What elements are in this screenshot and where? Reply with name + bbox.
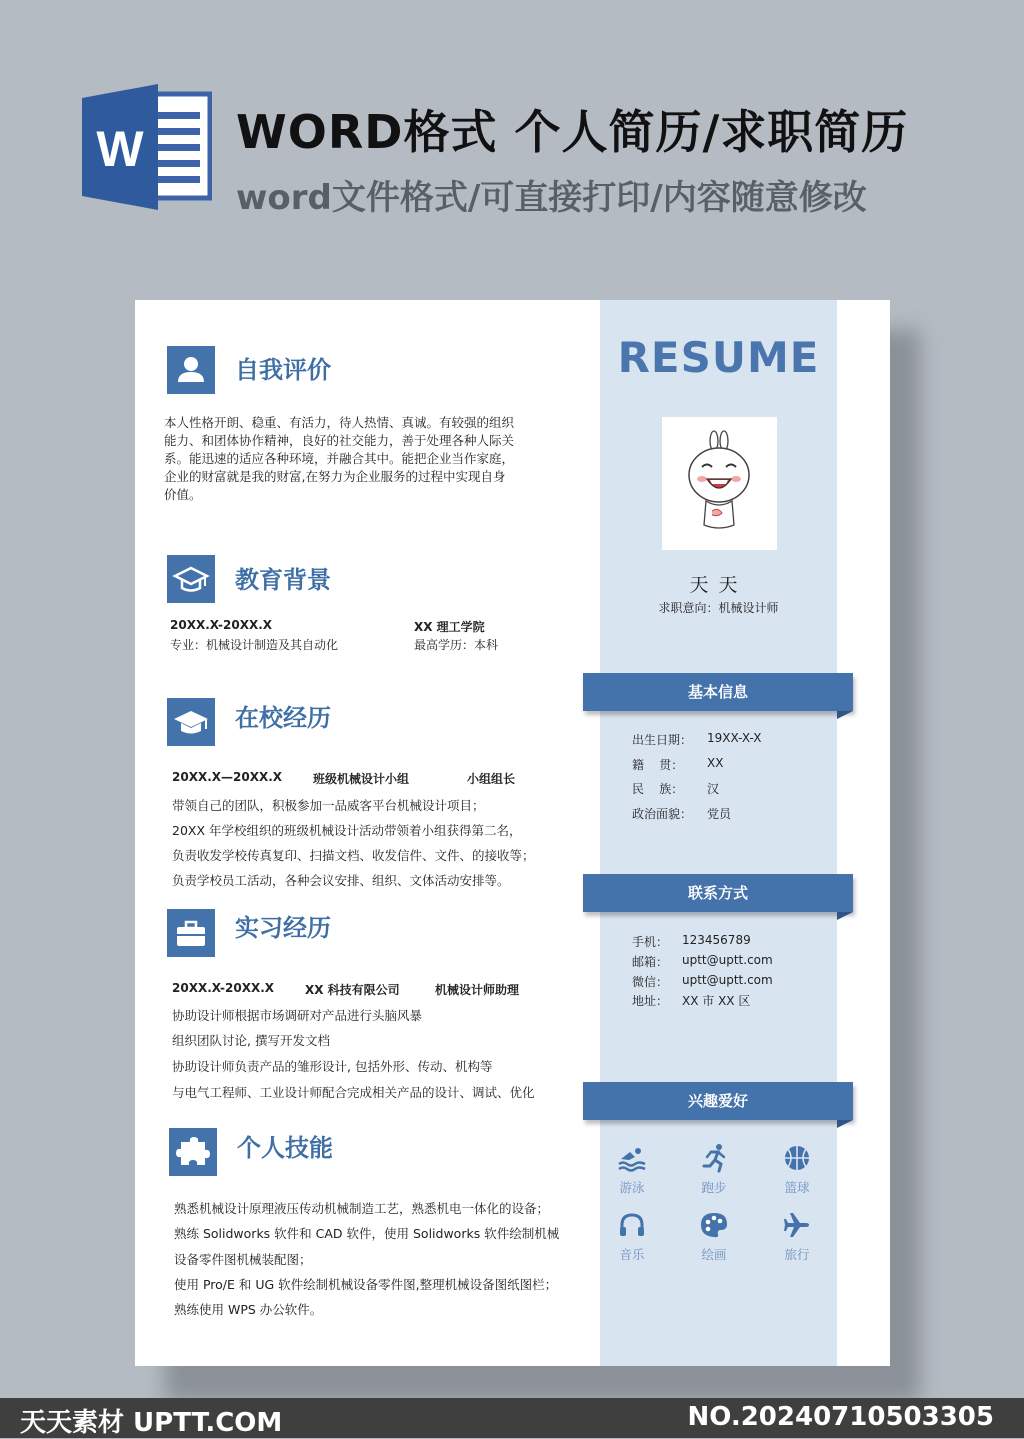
internship-line: 协助设计师根据市场调研对产品进行头脑风暴	[172, 1008, 423, 1023]
education-school: XX 理工学院	[414, 620, 485, 634]
skills-line: 熟练使用 WPS 办公软件。	[174, 1302, 323, 1317]
word-logo-letter: W	[96, 121, 144, 177]
graduation-cap-icon	[167, 698, 215, 746]
section-title-internship: 实习经历	[235, 914, 331, 942]
self-eval-line: 能力、和团体协作精神，良好的社交能力，善于处理各种人际关	[164, 433, 515, 448]
hobby-swimming	[602, 1142, 662, 1196]
campus-period: 20XX.X—20XX.X	[172, 770, 283, 784]
hobby-basketball	[767, 1142, 827, 1196]
graduation-cap-icon	[167, 555, 215, 603]
briefcase-icon	[167, 909, 215, 957]
campus-line: 带领自己的团队，积极参加一品威客平台机械设计项目；	[172, 798, 485, 813]
person-icon	[167, 346, 215, 394]
contact-label: 邮箱：	[632, 955, 669, 969]
campus-role: 小组组长	[467, 772, 516, 786]
self-eval-line: 价值。	[164, 487, 202, 502]
internship-line: 与电气工程师、工业设计师配合完成相关产品的设计、调试、优化	[172, 1085, 535, 1100]
campus-line: 负责学校员工活动，各种会议安排、组织、文体活动安排等。	[172, 873, 510, 888]
hobby-label: 篮球	[784, 1180, 810, 1195]
swimming-icon	[616, 1142, 648, 1174]
skills-line: 设备零件图机械装配图；	[174, 1252, 312, 1267]
airplane-icon	[781, 1209, 813, 1241]
info-label: 民 族：	[632, 782, 684, 796]
info-value: XX	[707, 756, 724, 770]
info-value: 党员	[707, 807, 732, 821]
section-title-education: 教育背景	[235, 566, 331, 594]
campus-org: 班级机械设计小组	[313, 772, 410, 786]
hobby-painting	[684, 1209, 744, 1263]
education-degree: 最高学历：本科	[414, 638, 499, 652]
puzzle-icon	[169, 1128, 217, 1176]
hobby-label: 游泳	[619, 1180, 645, 1195]
info-label: 出生日期：	[632, 733, 693, 747]
contact-wechat: uptt@uptt.com	[682, 973, 773, 987]
internship-period: 20XX.X-20XX.X	[172, 981, 275, 995]
self-eval-line: 系。能迅速的适应各种环境，并融合其中。能把企业当作家庭，	[164, 451, 515, 466]
internship-role: 机械设计师助理	[435, 983, 520, 997]
section-title-self-eval: 自我评价	[235, 356, 331, 384]
ribbon-contact: 联系方式	[583, 874, 853, 912]
palette-icon	[698, 1209, 730, 1241]
footer-watermark: 天天素材 UPTT.COM	[20, 1408, 283, 1438]
education-major: 专业：机械设计制造及其自动化	[170, 638, 339, 652]
contact-address: XX 市 XX 区	[682, 994, 751, 1008]
contact-email: uptt@uptt.com	[682, 953, 773, 967]
campus-line: 负责收发学校传真复印、扫描文档、收发信件、文件、的接收等；	[172, 848, 535, 863]
hobby-label: 旅行	[784, 1247, 810, 1262]
hobby-label: 绘画	[701, 1247, 727, 1262]
hobby-running	[684, 1142, 744, 1196]
campus-line: 20XX 年学校组织的班级机械设计活动带领着小组获得第二名，	[172, 823, 522, 838]
hobby-music	[602, 1209, 662, 1263]
contact-label: 地址：	[632, 994, 669, 1008]
header-subtitle: word文件格式/可直接打印/内容随意修改	[236, 178, 867, 218]
avatar	[662, 417, 777, 550]
section-title-campus: 在校经历	[235, 704, 331, 732]
info-value: 19XX-X-X	[707, 731, 762, 745]
skills-line: 熟悉机械设计原理液压传动机械制造工艺，熟悉机电一体化的设备；	[174, 1201, 550, 1216]
candidate-name: 天天	[689, 574, 748, 596]
info-label: 政治面貌：	[632, 807, 693, 821]
hobby-travel	[767, 1209, 827, 1263]
hobby-label: 音乐	[619, 1247, 645, 1262]
ribbon-hobbies: 兴趣爱好	[583, 1082, 853, 1120]
info-value: 汉	[707, 782, 720, 796]
section-title-skills: 个人技能	[237, 1134, 333, 1162]
word-logo-icon	[82, 84, 212, 210]
job-intent: 求职意向：机械设计师	[658, 601, 779, 615]
hobby-label: 跑步	[701, 1180, 727, 1195]
info-label: 籍 贯：	[632, 758, 684, 772]
ribbon-basic-info: 基本信息	[583, 673, 853, 711]
contact-phone: 123456789	[682, 933, 751, 947]
self-eval-line: 企业的财富就是我的财富,在努力为企业服务的过程中实现自身	[164, 469, 506, 484]
headphones-icon	[616, 1209, 648, 1241]
resume-title: RESUME	[617, 333, 820, 382]
basketball-icon	[781, 1142, 813, 1174]
internship-line: 组织团队讨论, 撰写开发文档	[172, 1033, 330, 1048]
contact-label: 手机：	[632, 935, 669, 949]
header-title: WORD格式 个人简历/求职简历	[236, 105, 909, 159]
footer-serial: NO.20240710503305	[687, 1402, 994, 1432]
internship-company: XX 科技有限公司	[305, 983, 400, 997]
skills-line: 使用 Pro/E 和 UG 软件绘制机械设备零件图,整理机械设备图纸图栏；	[174, 1277, 558, 1292]
self-eval-line: 本人性格开朗、稳重、有活力，待人热情、真诚。有较强的组织	[164, 415, 515, 430]
education-period: 20XX.X-20XX.X	[170, 618, 273, 632]
skills-line: 熟练 Solidworks 软件和 CAD 软件，使用 Solidworks 软件绘制机械	[174, 1226, 560, 1241]
internship-line: 协助设计师负责产品的雏形设计, 包括外形、传动、机构等	[172, 1059, 493, 1074]
contact-label: 微信：	[632, 975, 669, 989]
running-icon	[698, 1142, 730, 1174]
